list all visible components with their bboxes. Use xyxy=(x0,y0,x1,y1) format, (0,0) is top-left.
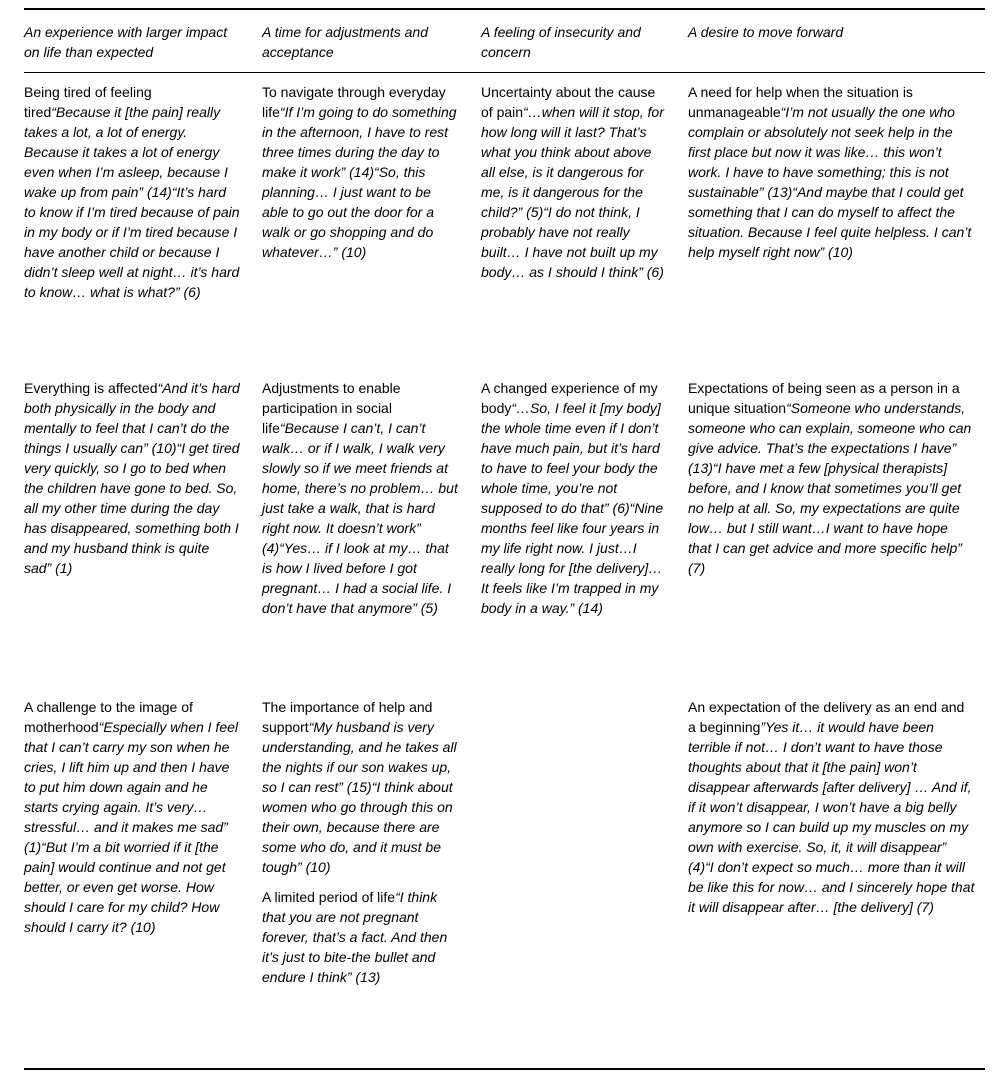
quote-text: “Especially when I feel that I can’t carry my son when he cries, I lift him up and then I have to put him down again and he starts crying again. It’s very… stressful… and it makes me sad” (1) xyxy=(24,719,239,856)
column-header-impact: An experience with larger impact on life than expected xyxy=(24,9,262,73)
quote-text: “Yes… if I look at my… that is how I lived before I got pregnant… I had a social life. I don’t have that anymore” (5) xyxy=(262,539,452,616)
table-body xyxy=(24,73,985,1070)
theme-label: A need for help when the situation is unmanageable xyxy=(688,84,913,120)
quote-text: “I don’t expect so much… more than it will be like this for now… and I sincerely hope that it will disappear after… [the delivery] (7) xyxy=(688,859,975,916)
quote-text: “I’m not usually the one who complain or absolutely not seek help in the first place but now it was like… this won’t work. I have to have something; this is not sustainable” (13) xyxy=(688,104,955,200)
quote-text: “Because I can’t, I can’t walk… or if I walk, I walk very slowly so if we meet friends at home, there’s no problem… but just take a walk, that is hard right now. It doesn’t work” (4) xyxy=(262,419,458,556)
quote-text: “…when will it stop, for how long will it last? That’s what you think about above all else, is it dangerous for me, is it dangerous for the child?” (5) xyxy=(481,104,664,220)
table-cell xyxy=(688,688,985,1069)
table-cell xyxy=(688,73,985,369)
theme-block xyxy=(24,697,240,937)
quote-text: “Nine months feel like four years in my life right now. I just…I really long for [the delivery]… It feels like I’m trapped in my body in a way.” (14) xyxy=(481,499,664,616)
table-row xyxy=(24,369,985,689)
theme-block xyxy=(481,378,666,618)
table-header xyxy=(24,9,985,73)
theme-label: A limited period of life xyxy=(262,889,396,906)
theme-block xyxy=(262,697,459,877)
table-cell xyxy=(481,73,688,369)
quote-text: “If I’m going to do something in the afternoon, I have to rest three times during the day to make it work” (14) xyxy=(262,104,457,180)
theme-block xyxy=(688,697,975,917)
quote-text: “I think about women who go through this on their own, because there are some who do, and it must be tough” (10) xyxy=(262,779,453,876)
column-header-adjustments: A time for adjustments and acceptance xyxy=(262,9,481,73)
quote-text: “I do not think, I probably have not really built… I have not built up my body… as I should I think” (6) xyxy=(481,204,664,280)
table-cell xyxy=(688,369,985,689)
quote-text: “So, this planning… I just want to be able to go out the door for a walk or go shopping and do whatever…” (10) xyxy=(262,164,435,260)
theme-label: Adjustments to enable participation in social life xyxy=(262,379,401,436)
quote-text: “And maybe that I could get something that I can do myself to affect the situation. Because I feel quite helpless. I can’t help myself right now” (10) xyxy=(688,184,972,260)
table-cell xyxy=(262,369,481,689)
quote-text: “I get tired very quickly, so I go to bed when the children have gone to bed. So, all my other time during the day has disappeared, something both I and my husband think is quite sad” (1) xyxy=(24,439,240,576)
theme-label: A challenge to the image of motherhood xyxy=(24,699,193,736)
quote-text: “Someone who understands, someone who can explain, someone who can give advice. That’s the expectations I have” (13) xyxy=(688,399,972,476)
quote-text: “…So, I feel it [my body] the whole time even if I don’t have much pain, but it’s hard to have to feel your body the whole time, you’re not supposed to do that” (6) xyxy=(481,399,661,516)
theme-block xyxy=(688,378,975,578)
theme-label: An expectation of the delivery as an end and a beginning xyxy=(688,699,965,736)
table-cell xyxy=(24,73,262,369)
quote-text: “And it’s hard both physically in the body and mentally to feel that I can’t do the things I usually can” (10) xyxy=(24,379,240,456)
table-row xyxy=(24,688,985,1069)
theme-label: To navigate through everyday life xyxy=(262,84,446,120)
theme-label: Everything is affected xyxy=(24,379,158,396)
theme-label: Expectations of being seen as a person in a unique situation xyxy=(688,379,960,416)
header-row xyxy=(24,9,985,73)
theme-label: The importance of help and support xyxy=(262,699,433,736)
quote-text: “I have met a few [physical therapists] before, and I know that sometimes you’ll get no help at all. So, my expectations are quite low… but I still want…I want to have hope that I can get advice and more specific help” (7) xyxy=(688,459,962,576)
theme-block xyxy=(24,378,240,578)
table-cell xyxy=(481,369,688,689)
column-header-move-forward: A desire to move forward xyxy=(688,9,985,73)
theme-block xyxy=(688,82,975,262)
quote-text: “I think that you are not pregnant forever, that’s a fact. And then it’s just to bite-the bullet and endure I think” (13) xyxy=(262,889,448,986)
themes-table xyxy=(24,8,985,1070)
theme-block xyxy=(481,82,666,282)
theme-block xyxy=(24,82,240,302)
column-header-insecurity: A feeling of insecurity and concern xyxy=(481,9,688,73)
table-cell xyxy=(262,688,481,1069)
quote-text: “Because it [the pain] really takes a lot, a lot of energy. Because it takes a lot of energy even when I’m asleep, because I wake up from pain” (14) xyxy=(24,104,228,200)
quote-text: “But I’m a bit worried if it [the pain] would continue and not get better, or even get worse. How should I care for my child? How should I carry it? (10) xyxy=(24,839,226,936)
table-cell xyxy=(262,73,481,369)
theme-block xyxy=(262,82,459,262)
quote-text: “My husband is very understanding, and he takes all the nights if our son wakes up, so I can rest” (15) xyxy=(262,719,457,796)
table-cell xyxy=(24,688,262,1069)
theme-label: A changed experience of my body xyxy=(481,379,658,416)
theme-block xyxy=(262,887,459,987)
table-cell xyxy=(24,369,262,689)
table-cell xyxy=(481,688,688,1069)
theme-label: Uncertainty about the cause of pain xyxy=(481,84,656,120)
quote-text: “It’s hard to know if I’m tired because of pain in my body or if I’m tired because I have another child or because I didn’t sleep well at night… it’s hard to know… what is what?” (6) xyxy=(24,184,240,300)
theme-block xyxy=(262,378,459,618)
table-row xyxy=(24,73,985,369)
theme-label: Being tired of feeling tired xyxy=(24,84,152,120)
quote-text: ”Yes it… it would have been terrible if not… I don’t want to have those thoughts about that it [the pain] won’t disappear afterwards [after delivery] … And if, if it won’t disappear, I won’t have a big belly anymore so I can build up my muscles on my own with exercise. So, it, it will disappear” (4) xyxy=(688,719,972,876)
